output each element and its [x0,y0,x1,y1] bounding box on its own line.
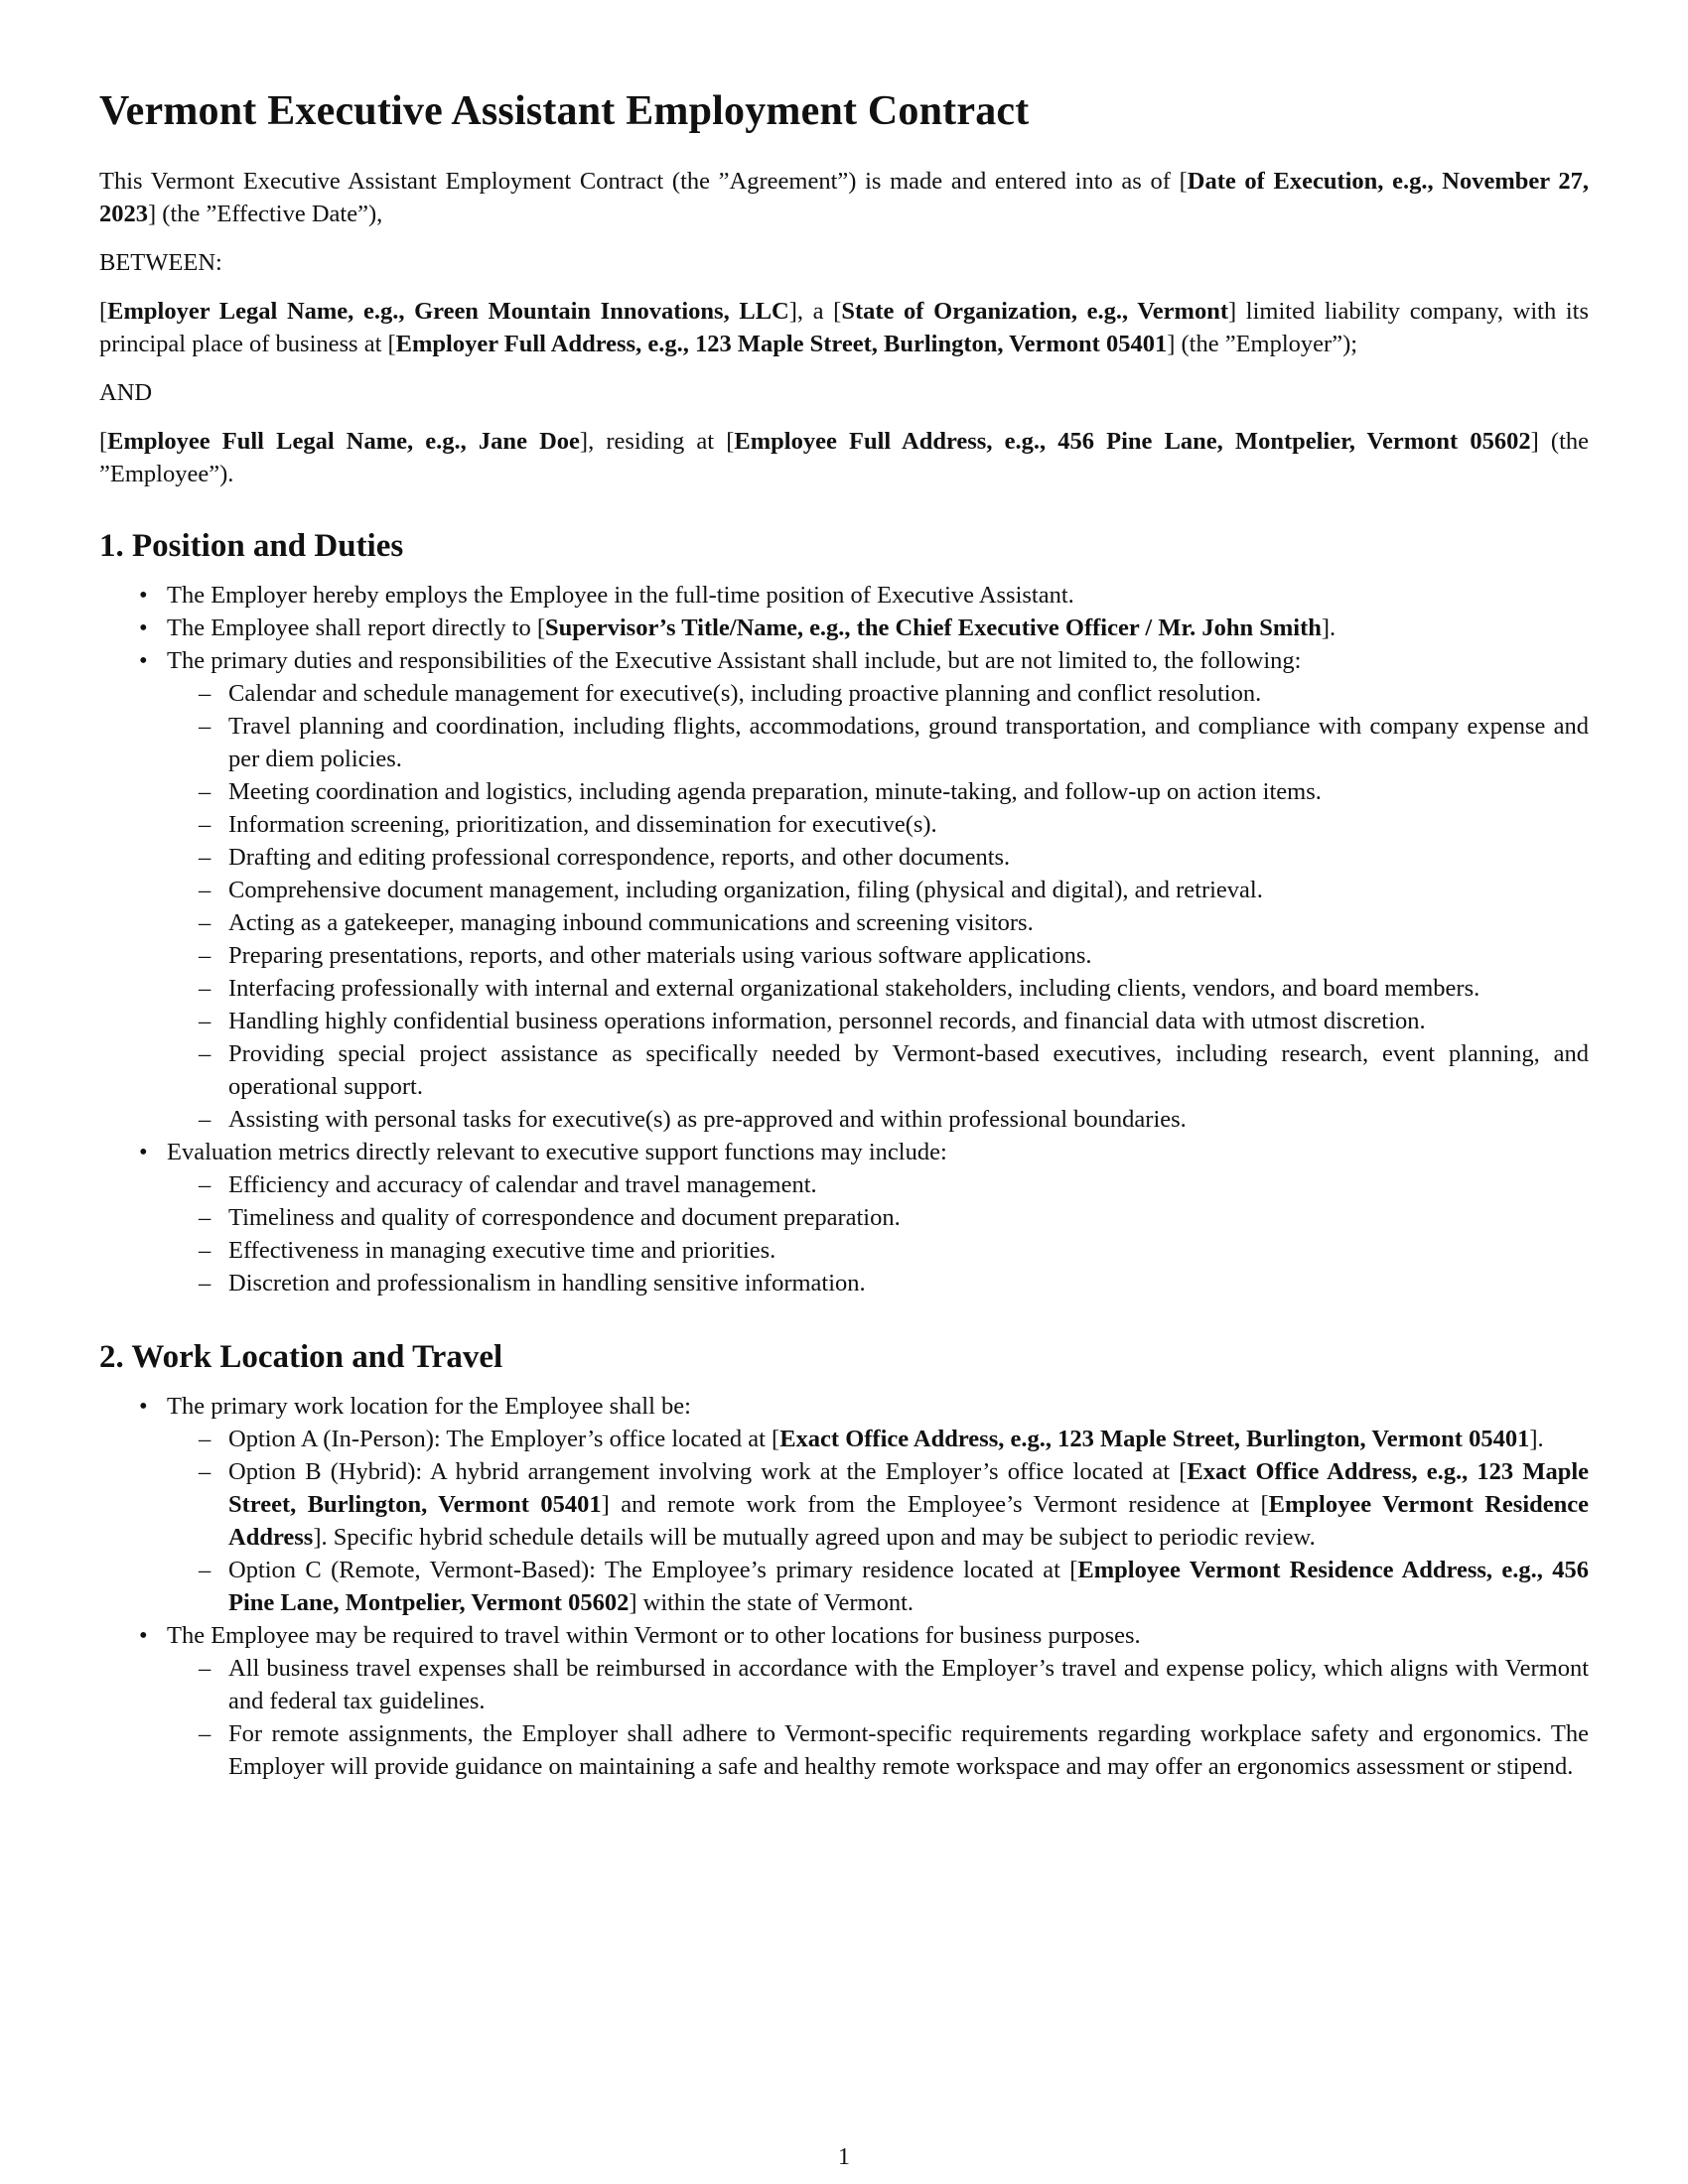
list-item [167,1619,1589,1783]
document-title: Vermont Executive Assistant Employment Contract [99,88,1030,134]
text-fragment: The Employee shall report directly to [ [167,614,545,641]
state-placeholder: State of Organization, e.g., Vermont [841,298,1228,325]
text-fragment: ]. Specific hybrid schedule details will be mutually agreed upon and may be subject to periodic review. [313,1524,1316,1551]
office-address-placeholder: Exact Office Address, e.g., 123 Maple Street, Burlington, Vermont 05401 [228,1458,1589,1518]
employer-name-placeholder: Employer Legal Name, e.g., Green Mountain Innovations, LLC [107,298,789,325]
duty-item: – Providing special project assistance as specifically needed by Vermont-based executives, including research, event planning, and operational support. [228,1037,1589,1103]
list-item [167,644,1589,1136]
text-fragment: ], residing at [ [579,428,735,455]
and-label: AND [99,379,153,406]
text-fragment: The primary work location for the Employee shall be: [167,1393,691,1420]
location-options-sublist [167,1423,1589,1619]
text-fragment: [ [99,428,108,455]
text-fragment: Option B (Hybrid): A hybrid arrangement involving work at the Employer’s office located at [ [228,1458,1188,1485]
duty-item: – Information screening, prioritization, and dissemination for executive(s). [228,808,1589,841]
text-fragment: The primary duties and responsibilities of the Executive Assistant shall include, but are not limited to, the following: [167,647,1302,674]
intro-text: ] (the ”Effective Date”), [148,201,383,227]
duty-item: – Comprehensive document management, including organization, filing (physical and digital), and retrieval. [228,874,1589,906]
duty-item: – Assisting with personal tasks for executive(s) as pre-approved and within professional boundaries. [228,1103,1589,1136]
text-fragment: ]. [1529,1426,1544,1452]
employee-address-placeholder: Employee Full Address, e.g., 456 Pine Lane, Montpelier, Vermont 05602 [734,428,1531,455]
duty-item: – Interfacing professionally with internal and external organizational stakeholders, including clients, vendors, and board members. [228,972,1589,1005]
text-fragment: ] within the state of Vermont. [629,1589,914,1616]
duty-item: – Travel planning and coordination, including flights, accommodations, ground transportation, and compliance with company expense and per diem policies. [228,710,1589,775]
document-page [99,87,1589,1823]
section-heading-work-location: 2. Work Location and Travel [99,1339,503,1375]
list-item [167,612,1589,644]
duty-item: – Calendar and schedule management for executive(s), including proactive planning and conflict resolution. [228,677,1589,710]
employer-address-placeholder: Employer Full Address, e.g., 123 Maple Street, Burlington, Vermont 05401 [395,331,1168,357]
residence-address-placeholder: Employee Vermont Residence Address, e.g., 456 Pine Lane, Montpelier, Vermont 05602 [228,1557,1589,1616]
residence-address-placeholder: Employee Vermont Residence Address [228,1491,1589,1551]
intro-paragraph [99,165,1589,230]
duty-item: – Handling highly confidential business operations information, personnel records, and financial data with utmost discretion. [228,1005,1589,1037]
metric-item: – Efficiency and accuracy of calendar and travel management. [228,1168,1589,1201]
text-fragment: ] limited liability company, with its principal place of business at [ [99,298,1590,357]
text-fragment: ] and remote work from the Employee’s Vermont residence at [ [601,1491,1269,1518]
travel-sublist [167,1652,1589,1783]
option-c-item [228,1554,1589,1619]
text-fragment: ] (the ”Employee”). [99,428,1589,487]
text-fragment: [ [99,298,108,325]
work-location-list [99,1390,1589,1783]
intro-text: This Vermont Executive Assistant Employment Contract (the ”Agreement”) is made and entered into as of [ [99,168,1188,195]
between-label: BETWEEN: [99,249,222,276]
option-a-item [228,1423,1589,1455]
duty-item: – Acting as a gatekeeper, managing inbound communications and screening visitors. [228,906,1589,939]
travel-item: – All business travel expenses shall be reimbursed in accordance with the Employer’s travel and expense policy, which aligns with Vermont and federal tax guidelines. [228,1652,1589,1717]
travel-item: – For remote assignments, the Employer shall adhere to Vermont-specific requirements regarding workplace safety and ergonomics. The Employer will provide guidance on maintaining a safe and healthy remote workspace and may offer an ergonomics assessment or stipend. [228,1717,1589,1783]
text-fragment: Option C (Remote, Vermont-Based): The Employee’s primary residence located at [ [228,1557,1078,1583]
metrics-sublist [167,1168,1589,1299]
office-address-placeholder: Exact Office Address, e.g., 123 Maple Street, Burlington, Vermont 05401 [779,1426,1530,1452]
text-fragment: ] (the ”Employer”); [1167,331,1358,357]
duties-sublist [167,677,1589,1136]
metric-item: – Discretion and professionalism in handling sensitive information. [228,1267,1589,1299]
metric-item: – Timeliness and quality of correspondence and document preparation. [228,1201,1589,1234]
supervisor-placeholder: Supervisor’s Title/Name, e.g., the Chief Executive Officer / Mr. John Smith [544,614,1322,641]
duty-item: – Preparing presentations, reports, and other materials using various software applications. [228,939,1589,972]
section-heading-position-duties: 1. Position and Duties [99,528,404,564]
option-b-item [228,1455,1589,1554]
page-number: 1 [838,2144,850,2170]
employer-paragraph [99,295,1589,360]
text-fragment: ]. [1321,614,1336,641]
duty-item: – Meeting coordination and logistics, including agenda preparation, minute-taking, and follow-up on action items. [228,775,1589,808]
list-item: • The Employer hereby employs the Employee in the full-time position of Executive Assistant. [167,579,1589,612]
duty-item: – Drafting and editing professional correspondence, reports, and other documents. [228,841,1589,874]
text-fragment: Evaluation metrics directly relevant to executive support functions may include: [167,1139,947,1165]
text-fragment: ], a [ [788,298,842,325]
employee-paragraph [99,425,1589,490]
list-item [167,1136,1589,1299]
employee-name-placeholder: Employee Full Legal Name, e.g., Jane Doe [107,428,580,455]
text-fragment: The Employee may be required to travel within Vermont or to other locations for business purposes. [167,1622,1141,1649]
list-item [167,1390,1589,1619]
metric-item: – Effectiveness in managing executive time and priorities. [228,1234,1589,1267]
text-fragment: Option A (In-Person): The Employer’s office located at [ [228,1426,780,1452]
position-duties-list [99,579,1589,1299]
execution-date-placeholder: Date of Execution, e.g., November 27, 2023 [99,168,1589,227]
